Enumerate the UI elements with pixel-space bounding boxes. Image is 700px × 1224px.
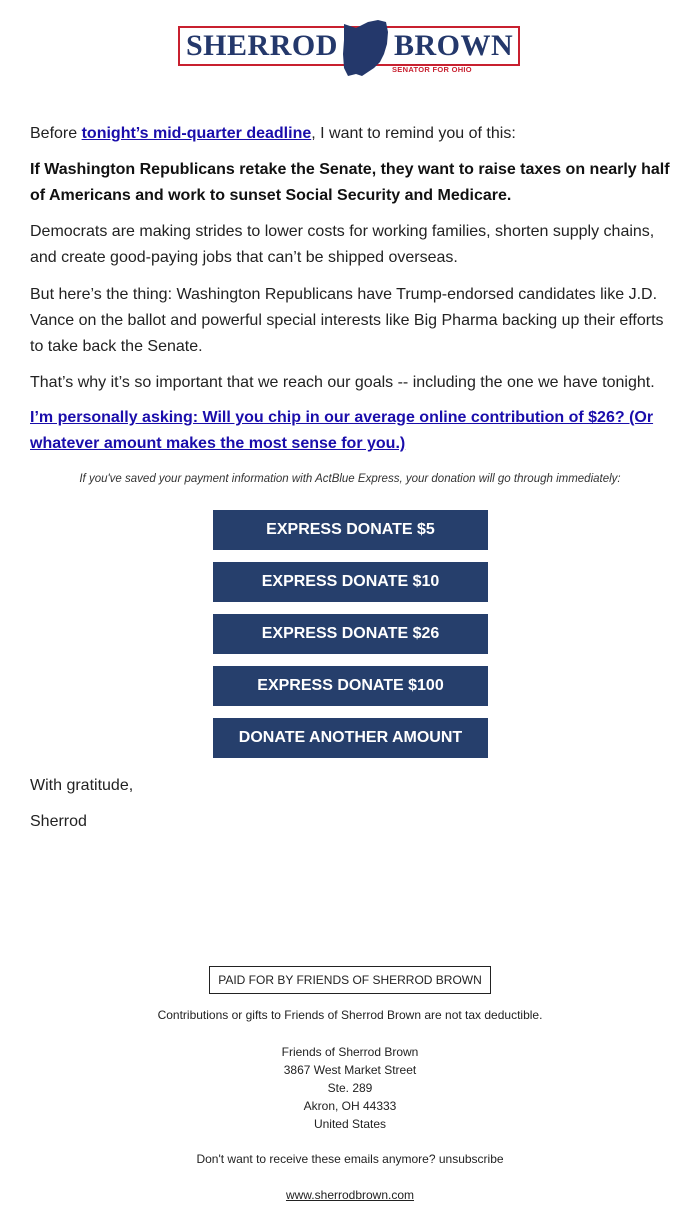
bold-paragraph: If Washington Republicans retake the Senate, they want to raise taxes on nearly half of Americans and work to sunset Social Security and Medicare. (30, 161, 670, 204)
intro-after: , I want to remind you of this: (311, 125, 516, 142)
address-line-5: United States (313, 1117, 387, 1131)
website-wrap (0, 1188, 700, 1202)
express-donate-26-button[interactable]: EXPRESS DONATE $26 (213, 614, 488, 654)
logo-first-name: SHERROD (186, 29, 338, 62)
donate-another-amount-button[interactable]: DONATE ANOTHER AMOUNT (213, 718, 488, 758)
address-line-2: 3867 West Market Street (283, 1063, 417, 1077)
intro-paragraph-wrap (30, 121, 672, 147)
mailing-address (0, 1043, 700, 1133)
deadline-link[interactable]: tonight’s mid-quarter deadline (81, 125, 312, 142)
intro-before: Before (30, 125, 82, 142)
express-donate-100-button[interactable]: EXPRESS DONATE $100 (213, 666, 488, 706)
tax-disclaimer: Contributions or gifts to Friends of Sherrod Brown are not tax deductible. (157, 1008, 543, 1022)
intro-paragraph (30, 121, 672, 147)
address-line-4: Akron, OH 44333 (303, 1099, 397, 1113)
ask-paragraph (30, 405, 672, 457)
closing-text: With gratitude, (30, 777, 134, 794)
express-donate-10-button[interactable]: EXPRESS DONATE $10 (213, 562, 488, 602)
logo-last-name: BROWN (394, 29, 514, 62)
unsubscribe-link[interactable]: Don't want to receive these emails anymore? unsubscribe (196, 1152, 504, 1166)
logo-tagline: SENATOR FOR OHIO (392, 65, 472, 74)
express-donate-5-button[interactable]: EXPRESS DONATE $5 (213, 510, 488, 550)
contribution-ask-link[interactable]: I’m personally asking: Will you chip in our average online contribution of $26? (Or whatever amount makes the most sense for you.) (30, 409, 654, 452)
bold-paragraph-wrap (30, 157, 672, 209)
campaign-logo (178, 18, 524, 78)
address-line-3: Ste. 289 (327, 1081, 373, 1095)
paragraph-2: Democrats are making strides to lower costs for working families, shorten supply chains, and create good-paying jobs that can’t be shipped overseas. (30, 223, 655, 266)
address-line-1: Friends of Sherrod Brown (281, 1045, 419, 1059)
paragraph-2-wrap (30, 219, 672, 271)
signature-name: Sherrod (30, 813, 87, 830)
website-link[interactable]: www.sherrodbrown.com (285, 1188, 415, 1202)
express-note: If you've saved your payment information with ActBlue Express, your donation will go through immediately: (79, 473, 621, 485)
unsubscribe-text[interactable] (0, 1152, 700, 1166)
paragraph-4: That’s why it’s so important that we reach our goals -- including the one we have tonight. (30, 374, 655, 391)
ohio-state-icon (338, 18, 394, 78)
paid-for-disclaimer: PAID FOR BY FRIENDS OF SHERROD BROWN (209, 966, 491, 994)
ask-wrap (30, 405, 672, 457)
paragraph-4-wrap (30, 370, 672, 396)
paragraph-3: But here’s the thing: Washington Republicans have Trump-endorsed candidates like J.D. Vance on the ballot and powerful special interests like Big Pharma backing up their efforts to take back the Senate. (30, 286, 664, 355)
paragraph-3-wrap (30, 282, 672, 360)
